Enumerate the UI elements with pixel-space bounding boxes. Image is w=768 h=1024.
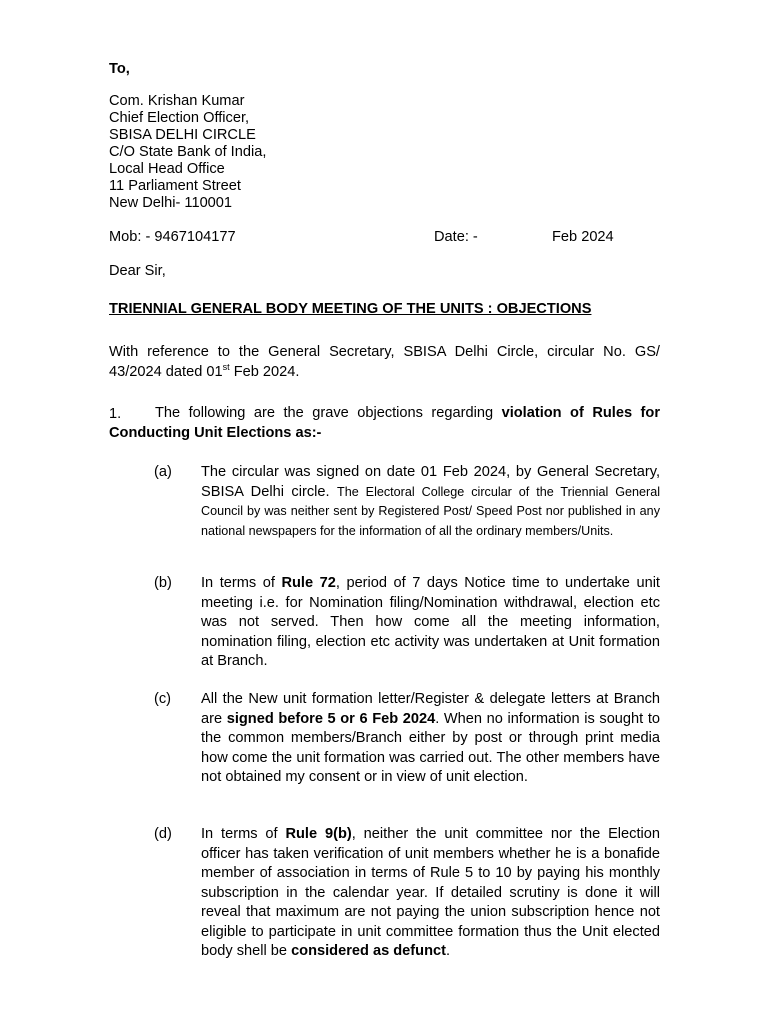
item-b-rule: Rule 72: [281, 575, 336, 591]
item-b-label: (b): [154, 575, 172, 591]
item-c-bold: signed before 5 or 6 Feb 2024: [226, 710, 436, 727]
item-d-text-3: .: [445, 943, 451, 959]
item-c-paragraph: [201, 690, 660, 788]
item-c-text-2: . When no information is sought to the common members/Branch either by post or through print media how come the unit formation was carried out. The other members have not obtained my consent or in view of unit election.: [201, 710, 660, 785]
address-line: New Delhi- 110001: [109, 195, 233, 211]
reference-text-end: Feb 2024.: [229, 363, 300, 380]
item-a-label: (a): [154, 464, 172, 480]
greeting: Dear Sir,: [109, 263, 166, 279]
item-d-text-2: , neither the unit committee nor the Election officer has taken verification of unit members whether he is a bonafide member of association in terms of Rule 5 to 10 by paying his monthly subscription in the calendar year. If detailed scrutiny is done it will reveal that maximum are not paying the union subscription hence not eligible to participate in unit committee formation thus the Unit elected body shell be: [201, 826, 660, 959]
item-c-label: (c): [154, 691, 172, 707]
point-1-text: The following are the grave objections regarding: [155, 405, 502, 421]
mobile-number: Mob: - 9467104177: [109, 229, 236, 245]
address-line: C/O State Bank of India,: [109, 144, 267, 160]
point-1-paragraph: [109, 404, 660, 443]
to-line: To,: [109, 61, 130, 77]
item-d-text: In terms of: [201, 826, 286, 842]
item-d-rule: Rule 9(b): [285, 826, 352, 842]
address-block: [109, 93, 266, 212]
item-b-paragraph: [201, 574, 660, 672]
item-b-text: In terms of: [201, 575, 282, 591]
item-a-small-text: The Electoral College circular of the Triennial General Council by was neither sent by Registered Post/ Speed Post nor published in any national newspapers for the information of all the ordinary members/Units.: [201, 484, 660, 538]
address-line: Com. Krishan Kumar: [109, 93, 245, 109]
item-c-text: All the New unit formation letter/Register & delegate letters at Branch are: [201, 691, 660, 727]
item-b-text-2: , period of 7 days Notice time to undertake unit meeting i.e. for Nomination filing/Nomination withdrawal, election etc was not served. Then how come all the meeting information, nomination filing, election etc activity was undertaken at Unit formation at Branch.: [201, 575, 660, 669]
date-label: Date: -: [434, 229, 478, 245]
reference-paragraph: [109, 343, 660, 382]
address-line: Chief Election Officer,: [109, 110, 250, 126]
item-a-text: The circular was signed on date 01 Feb 2024, by General Secretary, SBISA Delhi circle.: [201, 464, 660, 500]
subject-heading: TRIENNIAL GENERAL BODY MEETING OF THE UNITS : OBJECTIONS: [109, 301, 592, 317]
reference-text: With reference to the General Secretary, SBISA Delhi Circle, circular No. GS/ 43/2024 dated 01: [109, 344, 660, 380]
address-line: Local Head Office: [109, 161, 225, 177]
item-d-label: (d): [154, 826, 172, 842]
item-d-bold-conclusion: considered as defunct: [291, 943, 446, 959]
point-1-bold: violation of Rules for Conducting Unit Elections as:-: [109, 405, 660, 441]
reference-superscript: st: [222, 361, 230, 372]
point-number: 1.: [109, 406, 122, 422]
address-line: SBISA DELHI CIRCLE: [109, 127, 256, 143]
item-d-paragraph: [201, 825, 660, 962]
address-line: 11 Parliament Street: [109, 178, 241, 194]
date-value: Feb 2024: [552, 229, 614, 245]
item-a-paragraph: [201, 463, 660, 541]
